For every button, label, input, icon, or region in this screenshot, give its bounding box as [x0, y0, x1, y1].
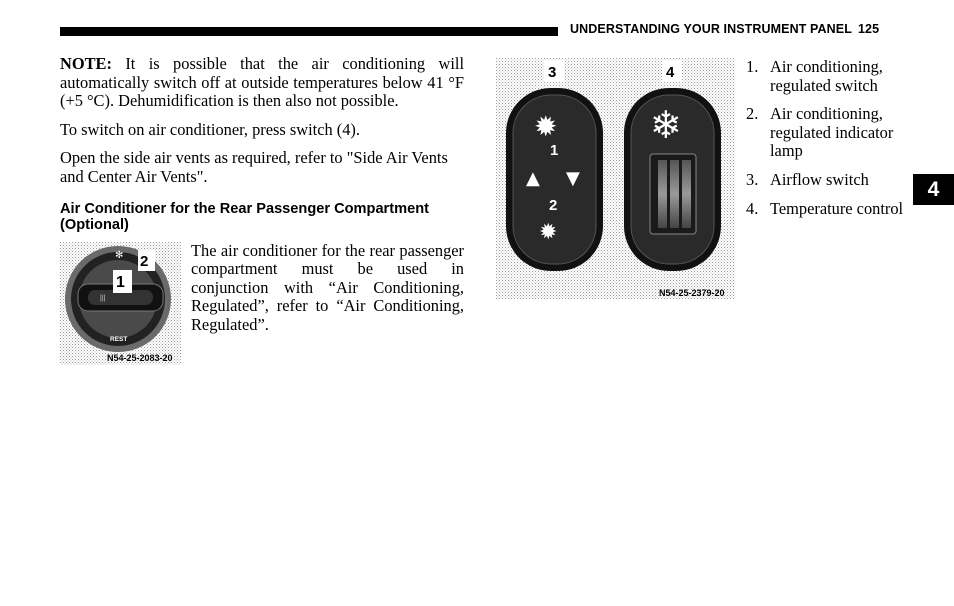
callout-4: 4 [666, 64, 675, 81]
callout-2: 2 [140, 252, 149, 270]
left-column [60, 55, 464, 366]
callout-1: 1 [116, 273, 125, 291]
note-label: NOTE: [60, 54, 112, 73]
rear-ac-section [60, 242, 464, 366]
section-subheading: Air Conditioner for the Rear Passenger Compartment (Optional) [60, 200, 429, 234]
header-rule [60, 27, 558, 36]
rear-ac-knob-figure [60, 242, 181, 365]
callout-3: 3 [548, 64, 557, 81]
arrow-up-icon: ▲ [526, 168, 540, 189]
running-header [570, 22, 879, 36]
side-vents-paragraph: Open the side air vents as required, refer to "Side Air Vents and Center Air Vents". [60, 148, 448, 186]
figure-legend [746, 58, 906, 228]
ac-switch-panel-figure [496, 58, 735, 299]
note-paragraph [60, 55, 464, 111]
arrow-down-icon: ▼ [566, 168, 580, 189]
legend-item: 4. Temperature control [746, 198, 904, 218]
svg-text:|||: ||| [100, 294, 106, 302]
header-title: UNDERSTANDING YOUR INSTRUMENT PANEL [570, 22, 852, 36]
callout-1-large: 1 [550, 142, 559, 159]
small-figure-caption: N54-25-2083-20 [107, 352, 173, 363]
legend-item: 2. Air conditioning, regulated indicator lamp [746, 104, 894, 161]
legend-item: 1. Air conditioning, regulated switch [746, 57, 883, 95]
fan-low-icon: ✹ [539, 220, 558, 245]
rear-ac-paragraph: The air conditioner for the rear passenger compartment must be used in conjunction with “Air Conditioning, Regulated”, refer to “Air Conditioning, Regulated”. [191, 240, 464, 334]
fan-high-icon: ✹ [534, 110, 558, 143]
page-number: 125 [857, 22, 880, 36]
knob-rest-label: REST [110, 335, 128, 343]
snowflake-icon-large: ❄ [650, 103, 682, 147]
snowflake-icon: ✻ [115, 249, 124, 261]
note-text: It is possible that the air conditioning will automatically switch off at outside temperatures below 41 °F (+5 °C). Dehumidification is then also not possible. [60, 54, 464, 111]
switch-on-paragraph: To switch on air conditioner, press switch (4). [60, 119, 360, 139]
large-figure-caption: N54-25-2379-20 [659, 288, 725, 298]
legend-item: 3. Airflow switch [746, 169, 869, 189]
chapter-tab: 4 [913, 174, 954, 205]
callout-2-large: 2 [549, 197, 558, 214]
